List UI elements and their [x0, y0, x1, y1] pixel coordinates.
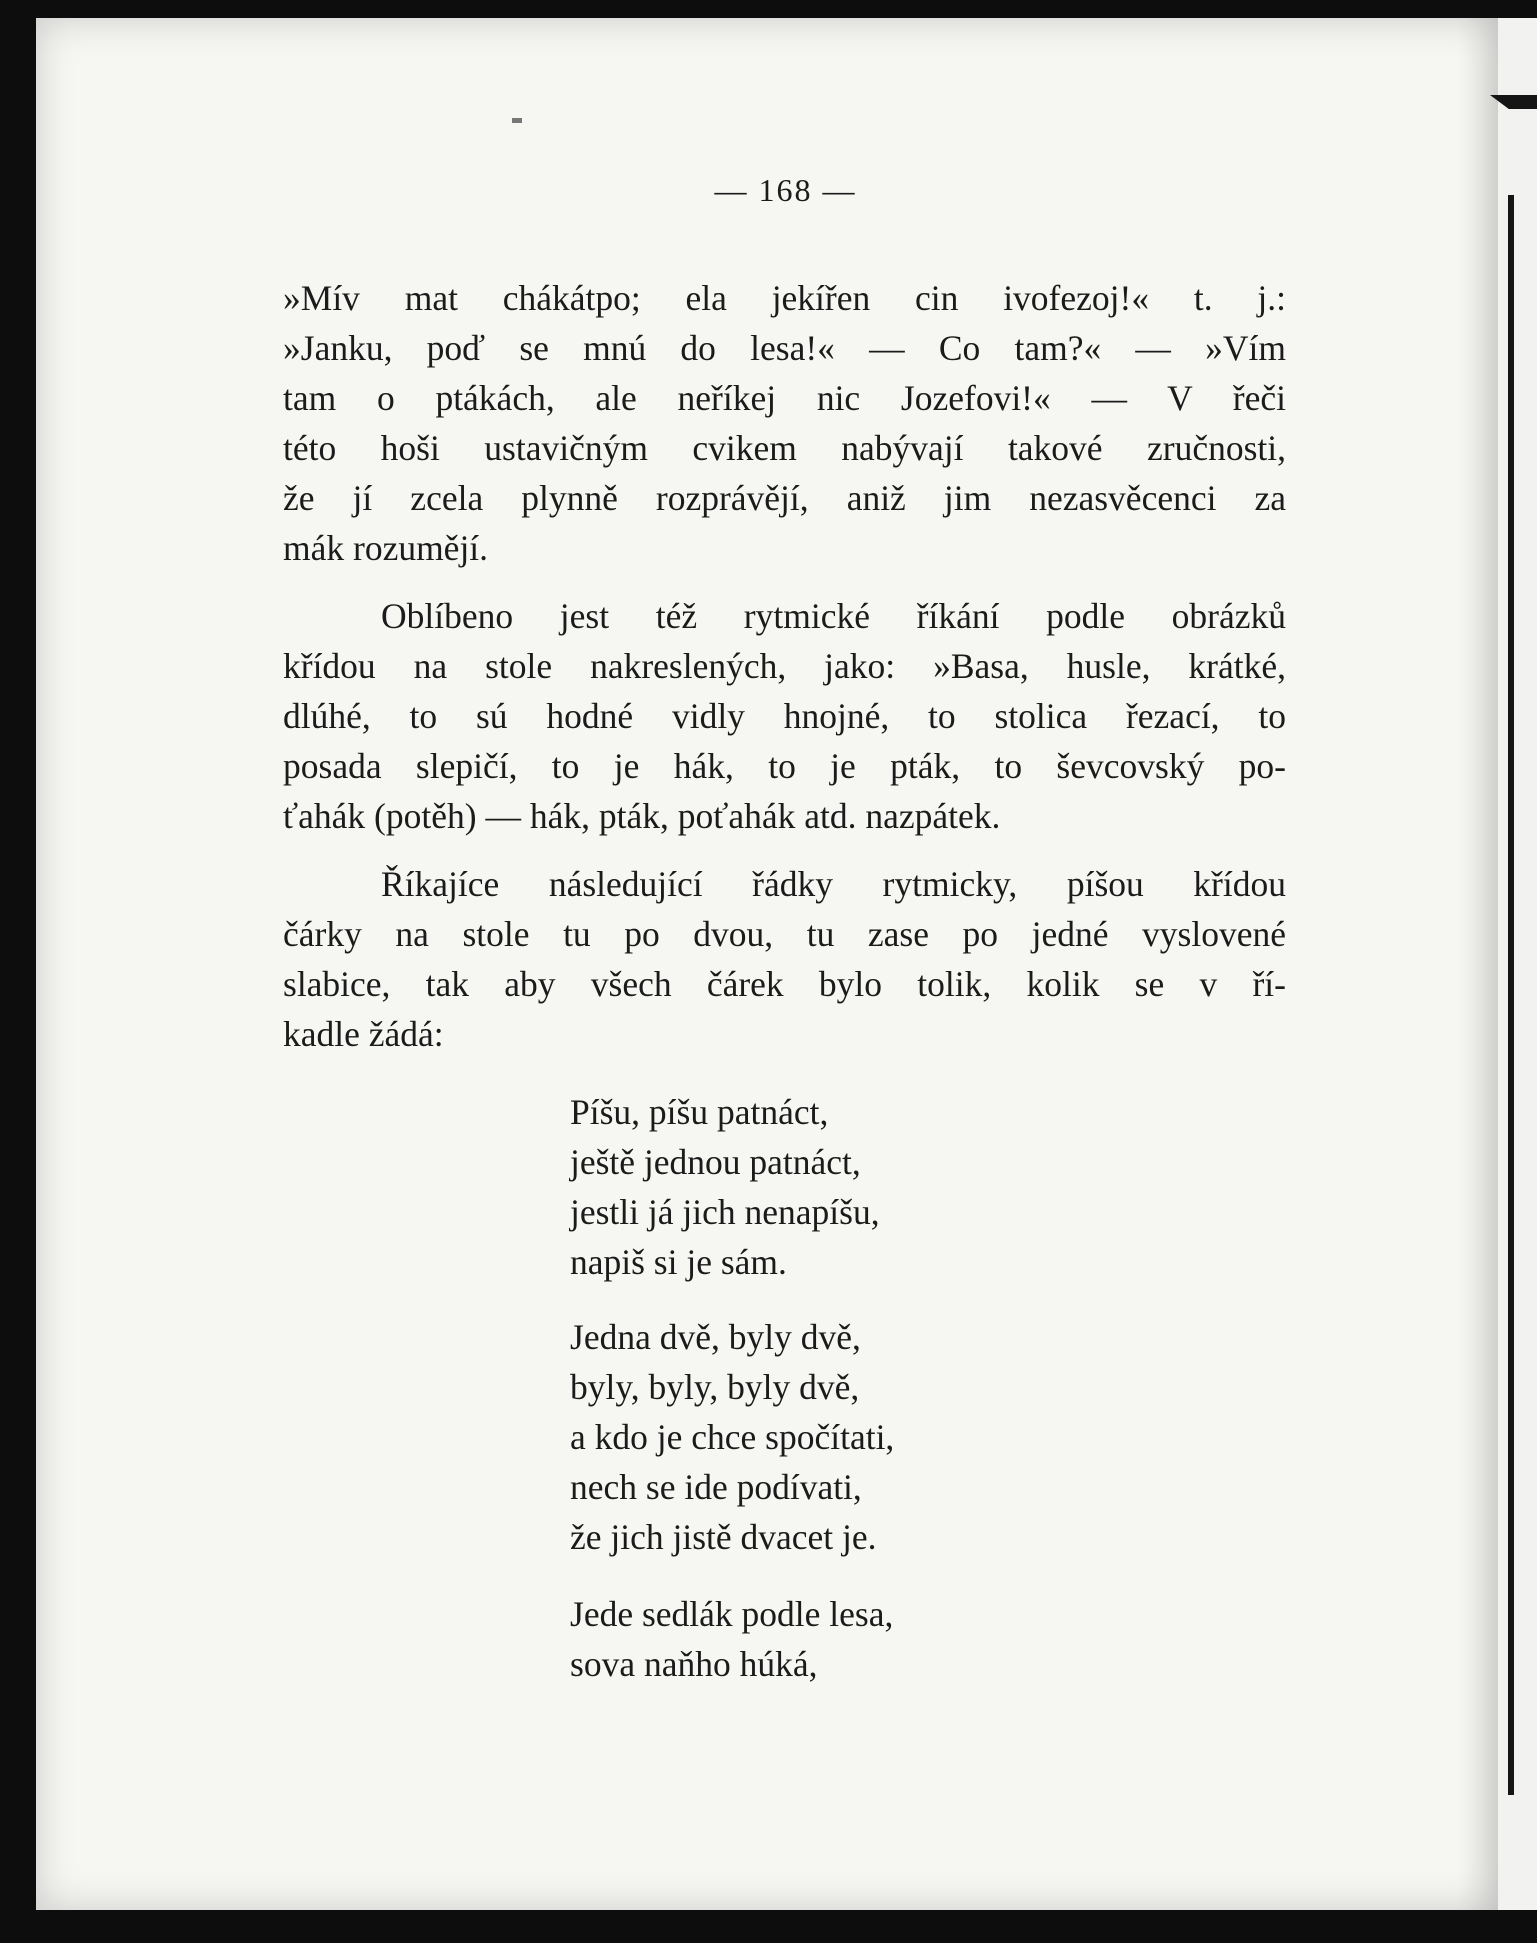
text-line: »Janku, poď se mnú do lesa!« — Co tam?« — »Vím	[283, 328, 1286, 368]
text-line: mák rozumějí.	[283, 528, 489, 568]
text-line: posada slepičí, to je hák, to je pták, to ševcovský po-	[283, 746, 1286, 786]
poem-line: Jede sedlák podle lesa,	[570, 1594, 894, 1634]
prose-block	[283, 273, 1286, 1077]
binding-spine-line	[1508, 195, 1514, 1795]
text-line: Říkajíce následující řádky rytmicky, píšou křídou	[381, 864, 1286, 904]
text-line: Oblíbeno jest též rytmické říkání podle obrázků	[381, 596, 1286, 636]
text-line: tam o ptákách, ale neříkej nic Jozefovi!« — V řeči	[283, 378, 1286, 418]
poem-stanza-1	[570, 1087, 1130, 1287]
paragraph-1	[283, 273, 1286, 573]
poem-line: Píšu, píšu patnáct,	[570, 1092, 829, 1132]
page-number: — 168 —	[714, 172, 857, 208]
text-line: křídou na stole nakreslených, jako: »Basa, husle, krátké,	[283, 646, 1286, 686]
text-line: že jí zcela plynně rozprávějí, aniž jim nezasvěcenci za	[283, 478, 1286, 518]
text-line: této hoši ustavičným cvikem nabývají takové zručnosti,	[283, 428, 1286, 468]
poem-stanza-2	[570, 1312, 1130, 1562]
print-speck	[512, 118, 522, 123]
paragraph-3	[283, 859, 1286, 1059]
text-line: ťahák (potěh) — hák, pták, poťahák atd. nazpátek.	[283, 796, 1001, 836]
text-line: čárky na stole tu po dvou, tu zase po jedné vyslovené	[283, 914, 1286, 954]
text-line: »Mív mat chákátpo; ela jekířen cin ivofezoj!« t. j.:	[283, 278, 1286, 318]
poem-line: Jedna dvě, byly dvě,	[570, 1317, 861, 1357]
text-line: dlúhé, to sú hodné vidly hnojné, to stolica řezací, to	[283, 696, 1286, 736]
poem-line: sova naňho húká,	[570, 1644, 818, 1684]
page-shadow	[1458, 18, 1498, 1910]
paragraph-2	[283, 591, 1286, 841]
poem-line: byly, byly, byly dvě,	[570, 1367, 860, 1407]
poem-line: napiš si je sám.	[570, 1242, 787, 1282]
text-line: kadle žádá:	[283, 1014, 444, 1054]
poem-line: a kdo je chce spočítati,	[570, 1417, 895, 1457]
poem-stanza-3	[570, 1589, 1130, 1689]
poem-line: že jich jistě dvacet je.	[570, 1517, 877, 1557]
poem-line: nech se ide podívati,	[570, 1467, 862, 1507]
poem-line: jestli já jich nenapíšu,	[570, 1192, 880, 1232]
poem-line: ještě jednou patnáct,	[570, 1142, 861, 1182]
binding-edge	[1498, 18, 1537, 1910]
text-line: slabice, tak aby všech čárek bylo tolik, kolik se v ří-	[283, 964, 1286, 1004]
